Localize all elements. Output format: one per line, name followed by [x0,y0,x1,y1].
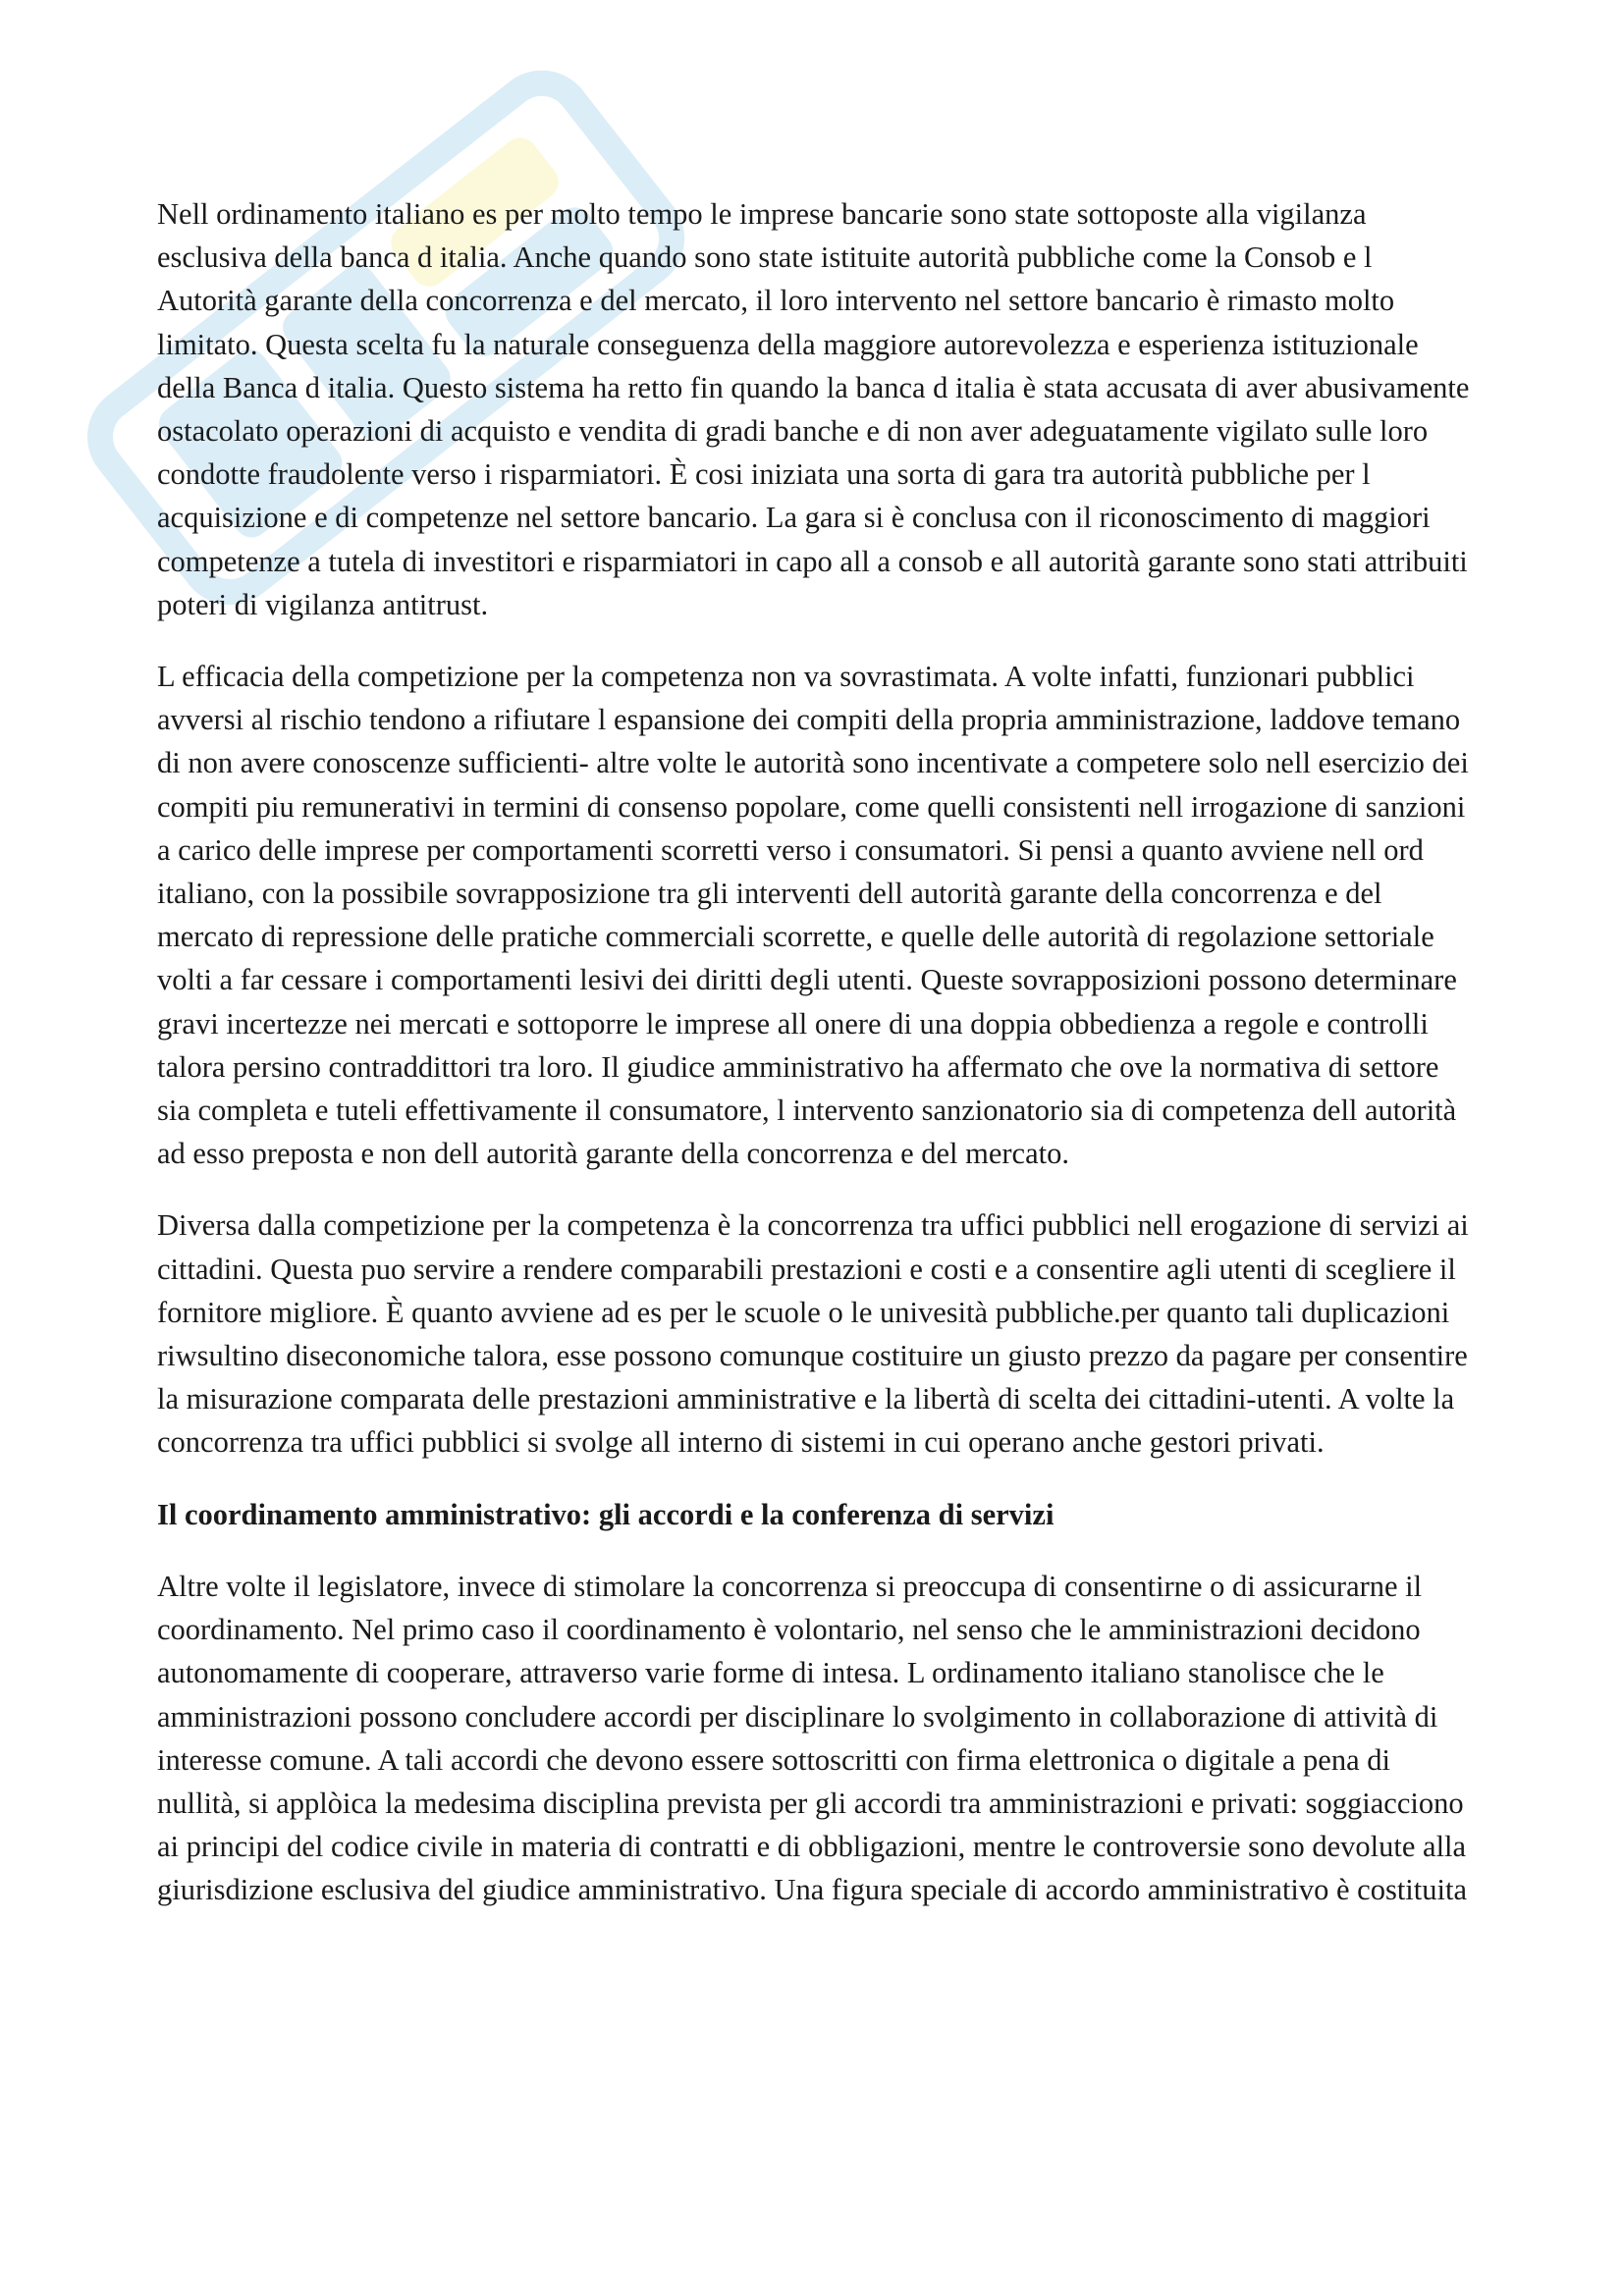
section-heading: Il coordinamento amministrativo: gli accordi e la conferenza di servizi [157,1497,1055,1531]
document-body [157,192,1478,1941]
paragraph-2: L efficacia della competizione per la competenza non va sovrastimata. A volte infatti, funzionari pubblici avversi al rischio tendono a rifiutare l espansione dei compiti della propria amministrazione, laddove temano di non avere conoscenze sufficienti- altre volte le autorità sono incentivate a competere solo nell esercizio dei compiti piu remunerativi in termini di consenso popolare, come quelli consistenti nell irrogazione di sanzioni a carico delle imprese per comportamenti scorretti verso i consumatori. Si pensi a quanto avviene nell ord italiano, con la possibile sovrapposizione tra gli interventi dell autorità garante della concorrenza e del mercato di repressione delle pratiche commerciali scorrette, e quelle delle autorità di regolazione settoriale volti a far cessare i comportamenti lesivi dei diritti degli utenti. Queste sovrapposizioni possono determinare gravi incertezze nei mercati e sottoporre le imprese all onere di una doppia obbedienza a regole e controlli talora persino contraddittori tra loro. Il giudice amministrativo ha affermato che ove la normativa di settore sia completa e tuteli effettivamente il consumatore, l intervento sanzionatorio sia di competenza dell autorità ad esso preposta e non dell autorità garante della concorrenza e del mercato. [157,660,1469,1171]
paragraph-3: Diversa dalla competizione per la competenza è la concorrenza tra uffici pubblici nell erogazione di servizi ai cittadini. Questa puo servire a rendere comparabili prestazioni e costi e a consentire agli utenti di scegliere il fornitore migliore. È quanto avviene ad es per le scuole o le univesità pubbliche.per quanto tali duplicazioni riwsultino diseconomiche talora, esse possono comunque costituire un giusto prezzo da pagare per consentire la misurazione comparata delle prestazioni amministrative e la libertà di scelta dei cittadini-utenti. A volte la concorrenza tra uffici pubblici si svolge all interno di sistemi in cui operano anche gestori privati. [157,1208,1469,1460]
paragraph-4: Altre volte il legislatore, invece di stimolare la concorrenza si preoccupa di consentirne o di assicurarne il coordinamento. Nel primo caso il coordinamento è volontario, nel senso che le amministrazioni decidono autonomamente di cooperare, attraverso varie forme di intesa. L ordinamento italiano stanolisce che le amministrazioni possono concludere accordi per disciplinare lo svolgimento in collaborazione di attività di interesse comune. A tali accordi che devono essere sottoscritti con firma elettronica o digitale a pena di nullità, si applòica la medesima disciplina prevista per gli accordi tra amministrazioni e privati: soggiacciono ai principi del codice civile in materia di contratti e di obbligazioni, mentre le controversie sono devolute alla giurisdizione esclusiva del giudice amministrativo. Una figura speciale di accordo amministrativo è costituita [157,1569,1467,1907]
paragraph-1: Nell ordinamento italiano es per molto tempo le imprese bancarie sono state sottoposte alla vigilanza esclusiva della banca d italia. Anche quando sono state istituite autorità pubbliche come la Consob e l Autorità garante della concorrenza e del mercato, il loro intervento nel settore bancario è rimasto molto limitato. Questa scelta fu la naturale conseguenza della maggiore autorevolezza e esperienza istituzionale della Banca d italia. Questo sistema ha retto fin quando la banca d italia è stata accusata di aver abusivamente ostacolato operazioni di acquisto e vendita di gradi banche e di non aver adeguatamente vigilato sulle loro condotte fraudolente verso i risparmiatori. È cosi iniziata una sorta di gara tra autorità pubbliche per l acquisizione e di competenze nel settore bancario. La gara si è conclusa con il riconoscimento di maggiori competenze a tutela di investitori e risparmiatori in capo all a consob e all autorità garante sono stati attribuiti poteri di vigilanza antitrust. [157,197,1470,621]
